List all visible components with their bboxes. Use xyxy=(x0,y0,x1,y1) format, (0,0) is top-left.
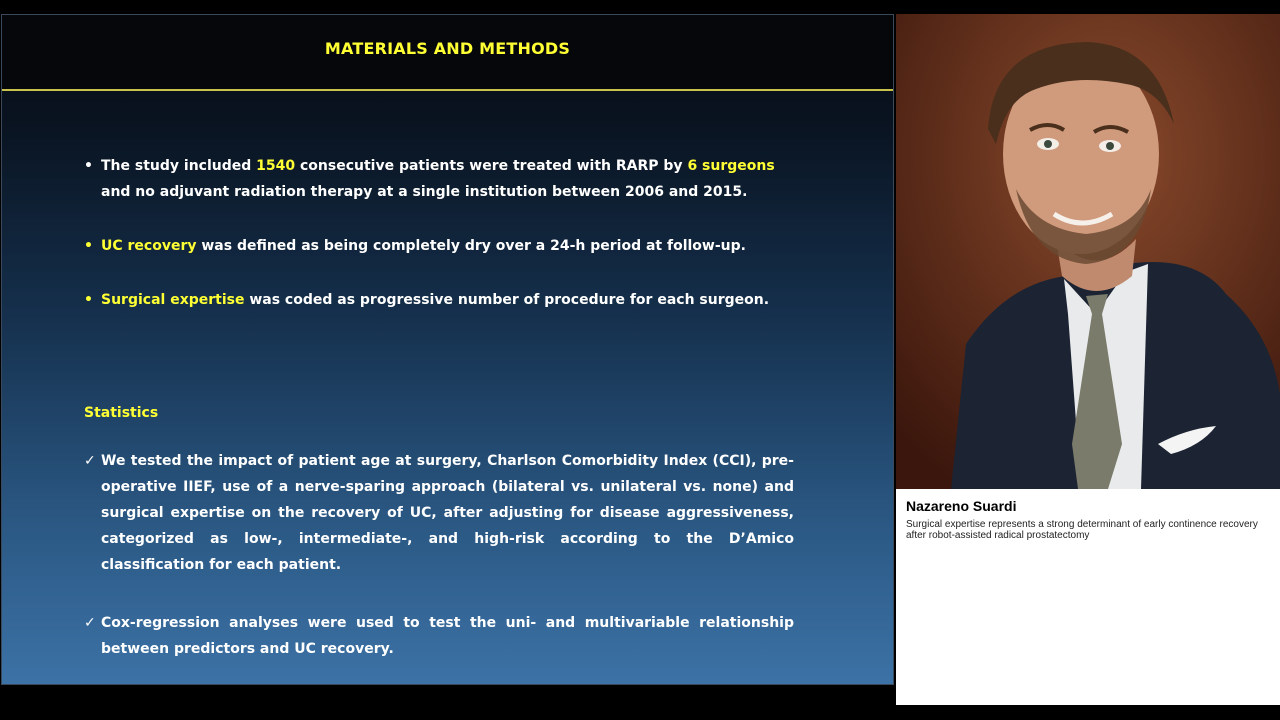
bullet-icon: • xyxy=(84,238,93,254)
bullet-uc-recovery xyxy=(84,233,794,259)
slide-header xyxy=(2,15,893,91)
bullet-text: The study included 1540 consecutive patients were treated with RARP by 6 surgeons and no adjuvant radiation therapy at a single institution between 2006 and 2015. xyxy=(101,158,775,200)
check-item-cox-regression xyxy=(84,610,794,662)
speaker-info-panel xyxy=(896,489,1280,705)
check-item-tested-impact xyxy=(84,448,794,578)
bottom-letterbox xyxy=(0,705,1280,720)
speaker-portrait-image xyxy=(896,14,1280,489)
talk-title: Surgical expertise represents a strong determinant of early continence recovery after robot-assisted radical prostatectomy xyxy=(906,519,1258,541)
check-text: We tested the impact of patient age at surgery, Charlson Comorbidity Index (CCI), pre-operative IIEF, use of a nerve-sparing approach (bilateral vs. unilateral vs. none) and surgical expertise on the recovery of UC, after adjusting for disease aggressiveness, categorized as low-, intermediate-, and high-risk according to the D’Amico classification for each patient. xyxy=(101,453,794,573)
presentation-slide xyxy=(1,14,894,685)
bullet-text: Surgical expertise was coded as progressive number of procedure for each surgeon. xyxy=(101,292,770,308)
bullet-text: UC recovery was defined as being completely dry over a 24-h period at follow-up. xyxy=(101,238,746,254)
bullet-surgical-expertise xyxy=(84,287,794,313)
speaker-name: Nazareno Suardi xyxy=(906,498,1017,514)
bullet-icon: • xyxy=(84,292,93,308)
checkmark-icon: ✓ xyxy=(84,453,96,469)
speaker-video xyxy=(896,14,1280,489)
slide-title: MATERIALS AND METHODS xyxy=(324,39,571,58)
bullet-study-population xyxy=(84,153,794,205)
check-text: Cox-regression analyses were used to test the uni- and multivariable relationship between predictors and UC recovery. xyxy=(101,615,794,657)
top-letterbox xyxy=(0,0,1280,14)
checkmark-icon: ✓ xyxy=(84,615,96,631)
bullet-icon: • xyxy=(84,158,93,174)
statistics-heading: Statistics xyxy=(84,405,159,421)
